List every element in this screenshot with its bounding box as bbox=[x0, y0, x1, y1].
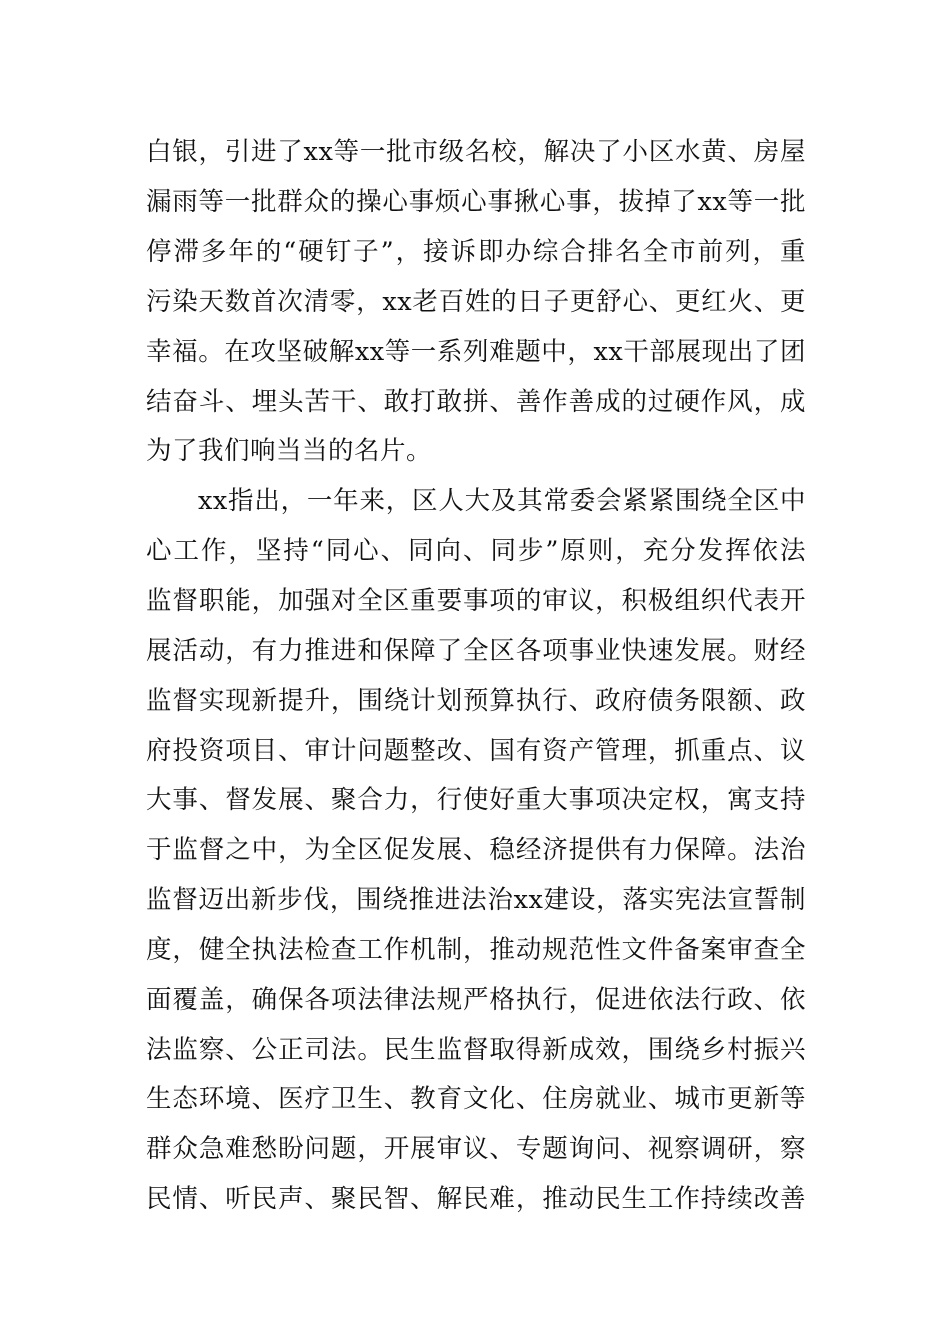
text-line: 污染天数首次清零，xx老百姓的日子更舒心、更红火、更 bbox=[146, 287, 806, 317]
text-line: 监督迈出新步伐，围绕推进法治xx建设，落实宪法宣誓制 bbox=[146, 885, 806, 915]
paragraph-first-line: xx指出，一年来，区人大及其常委会紧紧围绕全区中 bbox=[198, 486, 806, 516]
text-line: 生态环境、医疗卫生、教育文化、住房就业、城市更新等 bbox=[146, 1084, 806, 1114]
text-line: 展活动，有力推进和保障了全区各项事业快速发展。财经 bbox=[146, 636, 806, 666]
text-line: 白银，引进了xx等一批市级名校，解决了小区水黄、房屋 bbox=[146, 137, 806, 167]
text-line: 监督实现新提升，围绕计划预算执行、政府债务限额、政 bbox=[146, 686, 806, 716]
text-line: 停滞多年的“硬钉子”，接诉即办综合排名全市前列，重 bbox=[146, 237, 806, 267]
text-line: 为了我们响当当的名片。 bbox=[146, 436, 433, 466]
text-line: 群众急难愁盼问题，开展审议、专题询问、视察调研，察 bbox=[146, 1134, 806, 1164]
text-line: 法监察、公正司法。民生监督取得新成效，围绕乡村振兴 bbox=[146, 1035, 806, 1065]
text-line: 于监督之中，为全区促发展、稳经济提供有力保障。法治 bbox=[146, 835, 806, 865]
text-line: 府投资项目、审计问题整改、国有资产管理，抓重点、议 bbox=[146, 736, 806, 766]
text-line: 大事、督发展、聚合力，行使好重大事项决定权，寓支持 bbox=[146, 785, 806, 815]
text-line: 结奋斗、埋头苦干、敢打敢拼、善作善成的过硬作风，成 bbox=[146, 387, 806, 417]
text-line: 心工作，坚持“同心、同向、同步”原则，充分发挥依法 bbox=[146, 536, 806, 566]
text-line: 幸福。在攻坚破解xx等一系列难题中，xx干部展现出了团 bbox=[146, 337, 806, 367]
text-line: 民情、听民声、聚民智、解民难，推动民生工作持续改善 bbox=[146, 1184, 806, 1214]
text-line: 漏雨等一批群众的操心事烦心事揪心事，拔掉了xx等一批 bbox=[146, 187, 806, 217]
text-line: 度，健全执法检查工作机制，推动规范性文件备案审查全 bbox=[146, 935, 806, 965]
text-line: 监督职能，加强对全区重要事项的审议，积极组织代表开 bbox=[146, 586, 806, 616]
text-line: 面覆盖，确保各项法律法规严格执行，促进依法行政、依 bbox=[146, 985, 806, 1015]
